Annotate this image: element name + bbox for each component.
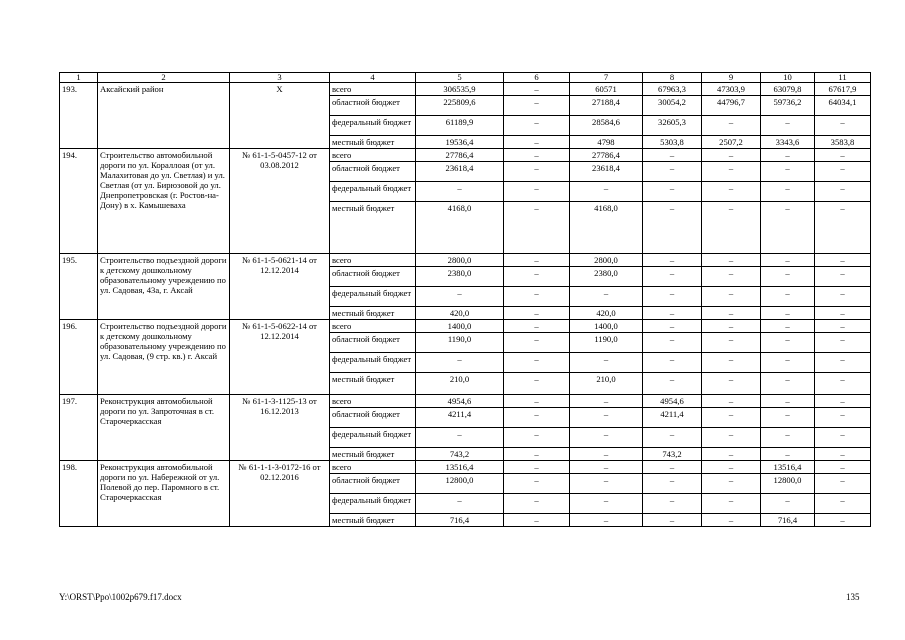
- value-cell: –: [643, 182, 702, 202]
- row-number-cell: 196.: [60, 320, 98, 395]
- value-cell: –: [570, 287, 643, 307]
- column-header: 11: [815, 73, 871, 83]
- value-cell: –: [815, 494, 871, 514]
- value-cell: –: [815, 267, 871, 287]
- value-cell: –: [702, 408, 761, 428]
- value-cell: –: [761, 408, 815, 428]
- value-cell: –: [815, 333, 871, 353]
- value-cell: –: [643, 202, 702, 254]
- value-cell: –: [702, 267, 761, 287]
- value-cell: –: [761, 287, 815, 307]
- value-cell: 1400,0: [570, 320, 643, 333]
- value-cell: 23618,4: [416, 162, 504, 182]
- value-cell: 59736,2: [761, 96, 815, 116]
- value-cell: 2380,0: [570, 267, 643, 287]
- value-cell: –: [504, 395, 570, 408]
- value-cell: –: [504, 83, 570, 96]
- value-cell: –: [702, 162, 761, 182]
- value-cell: –: [815, 514, 871, 527]
- value-cell: –: [815, 448, 871, 461]
- value-cell: –: [761, 307, 815, 320]
- value-cell: 60571: [570, 83, 643, 96]
- value-cell: –: [504, 307, 570, 320]
- row-number-cell: 193.: [60, 83, 98, 149]
- value-cell: 4954,6: [416, 395, 504, 408]
- value-cell: –: [761, 428, 815, 448]
- value-cell: –: [643, 254, 702, 267]
- value-cell: –: [815, 307, 871, 320]
- value-cell: –: [504, 254, 570, 267]
- value-cell: 67963,3: [643, 83, 702, 96]
- document-path: Y:\ORST\Ppo\1002p679.f17.docx: [59, 592, 182, 602]
- value-cell: 63079,8: [761, 83, 815, 96]
- value-cell: –: [504, 116, 570, 136]
- value-cell: –: [643, 461, 702, 474]
- value-cell: 4168,0: [416, 202, 504, 254]
- value-cell: –: [761, 162, 815, 182]
- value-cell: –: [643, 149, 702, 162]
- value-cell: –: [815, 353, 871, 373]
- value-cell: –: [504, 162, 570, 182]
- value-cell: –: [416, 353, 504, 373]
- value-cell: –: [570, 474, 643, 494]
- document-ref-cell: № 61-1-1-3-0172-16 от 02.12.2016: [230, 461, 330, 527]
- value-cell: –: [643, 373, 702, 395]
- table-row: [60, 254, 871, 267]
- value-cell: –: [702, 182, 761, 202]
- value-cell: 61189,9: [416, 116, 504, 136]
- value-cell: –: [815, 461, 871, 474]
- value-cell: 27786,4: [570, 149, 643, 162]
- value-cell: –: [761, 333, 815, 353]
- value-cell: 743,2: [643, 448, 702, 461]
- value-cell: –: [416, 287, 504, 307]
- value-cell: –: [761, 254, 815, 267]
- value-cell: –: [643, 333, 702, 353]
- object-name-cell: Строительство подъездной дороги к детскому дошкольному образовательному учреждению по ул. Садовая, 43а, г. Аксай: [98, 254, 230, 320]
- value-cell: –: [702, 307, 761, 320]
- table-row: [60, 149, 871, 162]
- value-cell: 27786,4: [416, 149, 504, 162]
- value-cell: –: [570, 182, 643, 202]
- value-cell: –: [702, 320, 761, 333]
- table-body: [60, 73, 871, 527]
- value-cell: 420,0: [416, 307, 504, 320]
- value-cell: –: [761, 320, 815, 333]
- value-cell: –: [570, 408, 643, 428]
- value-cell: –: [702, 474, 761, 494]
- value-cell: 2800,0: [416, 254, 504, 267]
- value-cell: 12800,0: [761, 474, 815, 494]
- object-name-cell: Реконструкция автомобильной дороги по ул. Набережной от ул. Полевой до пер. Паромного в ст. Старочеркасская: [98, 461, 230, 527]
- column-header: 3: [230, 73, 330, 83]
- row-number-cell: 198.: [60, 461, 98, 527]
- funding-source-cell: местный бюджет: [330, 448, 416, 461]
- value-cell: –: [504, 373, 570, 395]
- value-cell: –: [643, 267, 702, 287]
- value-cell: 4211,4: [416, 408, 504, 428]
- value-cell: –: [570, 514, 643, 527]
- funding-source-cell: всего: [330, 254, 416, 267]
- value-cell: –: [504, 494, 570, 514]
- table-row: [60, 461, 871, 474]
- value-cell: 1190,0: [570, 333, 643, 353]
- value-cell: –: [504, 182, 570, 202]
- value-cell: –: [761, 373, 815, 395]
- value-cell: –: [761, 448, 815, 461]
- row-number-cell: 195.: [60, 254, 98, 320]
- funding-source-cell: всего: [330, 149, 416, 162]
- funding-source-cell: всего: [330, 461, 416, 474]
- funding-source-cell: местный бюджет: [330, 373, 416, 395]
- value-cell: –: [702, 287, 761, 307]
- value-cell: –: [504, 202, 570, 254]
- document-ref-cell: № 61-1-5-0622-14 от 12.12.2014: [230, 320, 330, 395]
- value-cell: 1400,0: [416, 320, 504, 333]
- value-cell: –: [570, 448, 643, 461]
- column-header: 9: [702, 73, 761, 83]
- value-cell: –: [815, 408, 871, 428]
- value-cell: –: [815, 395, 871, 408]
- value-cell: –: [702, 116, 761, 136]
- value-cell: –: [504, 287, 570, 307]
- funding-source-cell: федеральный бюджет: [330, 116, 416, 136]
- budget-table: [59, 72, 871, 527]
- value-cell: –: [815, 162, 871, 182]
- funding-source-cell: федеральный бюджет: [330, 287, 416, 307]
- object-name-cell: Строительство подъездной дороги к детскому дошкольному образовательному учреждению по ул. Садовая, (9 стр. кв.) г. Аксай: [98, 320, 230, 395]
- funding-source-cell: местный бюджет: [330, 307, 416, 320]
- value-cell: –: [761, 149, 815, 162]
- table-row: [60, 83, 871, 96]
- value-cell: –: [815, 287, 871, 307]
- value-cell: 12800,0: [416, 474, 504, 494]
- funding-source-cell: федеральный бюджет: [330, 182, 416, 202]
- funding-source-cell: местный бюджет: [330, 514, 416, 527]
- value-cell: –: [504, 514, 570, 527]
- page-number: 135: [846, 592, 860, 602]
- value-cell: –: [761, 353, 815, 373]
- value-cell: –: [815, 202, 871, 254]
- value-cell: 27188,4: [570, 96, 643, 116]
- value-cell: –: [761, 202, 815, 254]
- value-cell: –: [815, 254, 871, 267]
- column-header: 1: [60, 73, 98, 83]
- value-cell: –: [815, 116, 871, 136]
- value-cell: –: [761, 182, 815, 202]
- value-cell: 225809,6: [416, 96, 504, 116]
- column-number-header-row: [60, 73, 871, 83]
- value-cell: 210,0: [416, 373, 504, 395]
- value-cell: –: [815, 149, 871, 162]
- value-cell: –: [504, 408, 570, 428]
- funding-source-cell: федеральный бюджет: [330, 353, 416, 373]
- column-header: 10: [761, 73, 815, 83]
- funding-source-cell: всего: [330, 395, 416, 408]
- value-cell: 420,0: [570, 307, 643, 320]
- value-cell: –: [504, 448, 570, 461]
- funding-source-cell: федеральный бюджет: [330, 428, 416, 448]
- value-cell: –: [504, 149, 570, 162]
- value-cell: –: [761, 267, 815, 287]
- value-cell: 4211,4: [643, 408, 702, 428]
- value-cell: 3583,8: [815, 136, 871, 149]
- budget-table-sheet: [59, 72, 871, 527]
- value-cell: –: [570, 428, 643, 448]
- value-cell: –: [702, 448, 761, 461]
- value-cell: –: [504, 333, 570, 353]
- value-cell: 44796,7: [702, 96, 761, 116]
- value-cell: –: [702, 373, 761, 395]
- value-cell: 4954,6: [643, 395, 702, 408]
- value-cell: –: [570, 494, 643, 514]
- value-cell: –: [504, 474, 570, 494]
- row-number-cell: 197.: [60, 395, 98, 461]
- object-name-cell: Аксайский район: [98, 83, 230, 149]
- funding-source-cell: областной бюджет: [330, 333, 416, 353]
- value-cell: 2507,2: [702, 136, 761, 149]
- value-cell: 743,2: [416, 448, 504, 461]
- value-cell: –: [504, 136, 570, 149]
- value-cell: –: [702, 333, 761, 353]
- value-cell: –: [504, 96, 570, 116]
- funding-source-cell: областной бюджет: [330, 267, 416, 287]
- value-cell: 4798: [570, 136, 643, 149]
- value-cell: –: [643, 320, 702, 333]
- funding-source-cell: областной бюджет: [330, 408, 416, 428]
- value-cell: –: [416, 428, 504, 448]
- value-cell: –: [815, 474, 871, 494]
- funding-source-cell: областной бюджет: [330, 96, 416, 116]
- funding-source-cell: всего: [330, 320, 416, 333]
- value-cell: –: [815, 373, 871, 395]
- document-ref-cell: № 61-1-5-0621-14 от 12.12.2014: [230, 254, 330, 320]
- value-cell: –: [815, 182, 871, 202]
- document-ref-cell: № 61-1-5-0457-12 от 03.08.2012: [230, 149, 330, 254]
- value-cell: 13516,4: [761, 461, 815, 474]
- value-cell: 2380,0: [416, 267, 504, 287]
- value-cell: –: [504, 461, 570, 474]
- value-cell: 3343,6: [761, 136, 815, 149]
- document-ref-cell: Х: [230, 83, 330, 149]
- value-cell: –: [643, 307, 702, 320]
- value-cell: –: [416, 494, 504, 514]
- value-cell: –: [504, 353, 570, 373]
- funding-source-cell: областной бюджет: [330, 162, 416, 182]
- row-number-cell: 194.: [60, 149, 98, 254]
- table-row: [60, 320, 871, 333]
- value-cell: –: [702, 461, 761, 474]
- column-header: 2: [98, 73, 230, 83]
- funding-source-cell: местный бюджет: [330, 202, 416, 254]
- value-cell: –: [643, 353, 702, 373]
- table-row: [60, 395, 871, 408]
- value-cell: –: [761, 116, 815, 136]
- value-cell: 5303,8: [643, 136, 702, 149]
- value-cell: 1190,0: [416, 333, 504, 353]
- value-cell: –: [702, 428, 761, 448]
- funding-source-cell: федеральный бюджет: [330, 494, 416, 514]
- value-cell: –: [504, 320, 570, 333]
- object-name-cell: Строительство автомобильной дороги по ул. Кораллоая (от ул. Малахитовая до ул. Светлая) и ул. Светлая (от ул. Бирюзовой до ул. Днепропетровская (г. Ростов-на-Дону) в х. Камышеваха: [98, 149, 230, 254]
- value-cell: 30054,2: [643, 96, 702, 116]
- value-cell: –: [702, 494, 761, 514]
- value-cell: 32605,3: [643, 116, 702, 136]
- value-cell: –: [702, 149, 761, 162]
- value-cell: 28584,6: [570, 116, 643, 136]
- value-cell: 67617,9: [815, 83, 871, 96]
- value-cell: 23618,4: [570, 162, 643, 182]
- value-cell: –: [815, 428, 871, 448]
- column-header: 7: [570, 73, 643, 83]
- value-cell: –: [702, 254, 761, 267]
- value-cell: 19536,4: [416, 136, 504, 149]
- value-cell: –: [643, 428, 702, 448]
- value-cell: –: [643, 494, 702, 514]
- funding-source-cell: областной бюджет: [330, 474, 416, 494]
- funding-source-cell: местный бюджет: [330, 136, 416, 149]
- value-cell: 306535,9: [416, 83, 504, 96]
- value-cell: –: [570, 461, 643, 474]
- column-header: 4: [330, 73, 416, 83]
- column-header: 5: [416, 73, 504, 83]
- value-cell: 4168,0: [570, 202, 643, 254]
- value-cell: –: [702, 202, 761, 254]
- value-cell: –: [643, 162, 702, 182]
- value-cell: –: [643, 514, 702, 527]
- document-ref-cell: № 61-1-3-1125-13 от 16.12.2013: [230, 395, 330, 461]
- funding-source-cell: всего: [330, 83, 416, 96]
- value-cell: 716,4: [761, 514, 815, 527]
- value-cell: –: [416, 182, 504, 202]
- value-cell: 64034,1: [815, 96, 871, 116]
- object-name-cell: Реконструкция автомобильной дороги по ул. Запроточная в ст. Старочеркасская: [98, 395, 230, 461]
- value-cell: –: [761, 494, 815, 514]
- value-cell: 13516,4: [416, 461, 504, 474]
- value-cell: –: [643, 287, 702, 307]
- value-cell: –: [504, 428, 570, 448]
- value-cell: –: [702, 514, 761, 527]
- column-header: 8: [643, 73, 702, 83]
- value-cell: 716,4: [416, 514, 504, 527]
- value-cell: 210,0: [570, 373, 643, 395]
- value-cell: –: [504, 267, 570, 287]
- value-cell: 47303,9: [702, 83, 761, 96]
- value-cell: –: [702, 353, 761, 373]
- value-cell: –: [570, 353, 643, 373]
- value-cell: –: [815, 320, 871, 333]
- value-cell: –: [761, 395, 815, 408]
- value-cell: –: [643, 474, 702, 494]
- value-cell: 2800,0: [570, 254, 643, 267]
- value-cell: –: [702, 395, 761, 408]
- value-cell: –: [570, 395, 643, 408]
- column-header: 6: [504, 73, 570, 83]
